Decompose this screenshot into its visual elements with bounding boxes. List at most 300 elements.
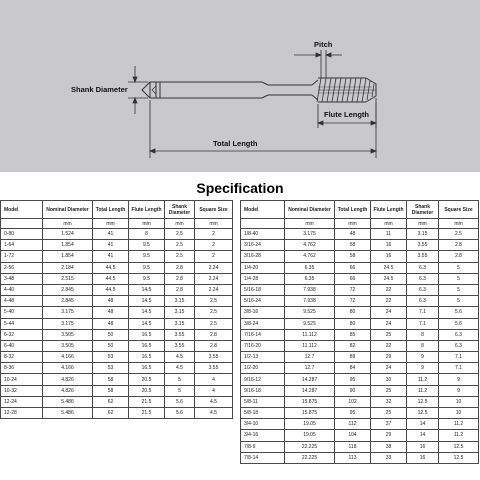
unit-cell: mm <box>371 219 407 229</box>
value-cell: 9.5 <box>129 251 165 262</box>
value-cell: 41 <box>93 251 129 262</box>
value-cell: 5 <box>439 262 479 273</box>
shank-diameter-label: Shank Diameter <box>71 85 128 94</box>
pitch-label: Pitch <box>314 40 333 49</box>
model-cell: 10-32 <box>1 385 43 396</box>
table-row <box>1 307 233 318</box>
value-cell: 2.5 <box>439 229 479 240</box>
value-cell: 9 <box>407 352 439 363</box>
value-cell: 1.524 <box>43 229 93 240</box>
value-cell: 11.112 <box>285 340 335 351</box>
model-cell: 6-40 <box>1 340 43 351</box>
value-cell: 3.505 <box>43 329 93 340</box>
value-cell: 22 <box>371 340 407 351</box>
table-row <box>1 273 233 284</box>
value-cell: 53 <box>93 352 129 363</box>
value-cell: 29 <box>371 352 407 363</box>
value-cell: 38 <box>371 441 407 452</box>
value-cell: 72 <box>335 284 371 295</box>
value-cell: 2.5 <box>195 296 233 307</box>
value-cell: 113 <box>335 452 371 463</box>
value-cell: 58 <box>93 385 129 396</box>
value-cell: 2.8 <box>439 240 479 251</box>
value-cell: 12.5 <box>407 408 439 419</box>
value-cell: 9.5 <box>129 273 165 284</box>
value-cell: 14.5 <box>129 284 165 295</box>
model-cell: 5-44 <box>1 318 43 329</box>
value-cell: 32 <box>371 396 407 407</box>
unit-cell <box>1 219 43 229</box>
shank-diameter-dimension <box>128 66 148 114</box>
value-cell: 21.5 <box>129 396 165 407</box>
value-cell: 7.938 <box>285 296 335 307</box>
value-cell: 5 <box>439 273 479 284</box>
table-row <box>1 296 233 307</box>
table-row <box>241 262 479 273</box>
table-row <box>1 329 233 340</box>
model-cell: 5/8-18 <box>241 408 285 419</box>
model-cell: 5/16-24 <box>241 296 285 307</box>
table-row <box>241 374 479 385</box>
value-cell: 4.166 <box>43 352 93 363</box>
value-cell: 3.55 <box>407 240 439 251</box>
value-cell: 3.175 <box>43 307 93 318</box>
value-cell: 5.486 <box>43 408 93 419</box>
value-cell: 11.112 <box>285 329 335 340</box>
column-header: Square Size <box>195 201 233 219</box>
model-cell: 3/4-10 <box>241 419 285 430</box>
table-row <box>241 329 479 340</box>
value-cell: 6.3 <box>407 284 439 295</box>
unit-cell: mm <box>439 219 479 229</box>
value-cell: 24 <box>371 318 407 329</box>
value-cell: 7.1 <box>407 307 439 318</box>
pitch-dimension <box>294 50 342 78</box>
model-cell: 5-40 <box>1 307 43 318</box>
value-cell: 2.845 <box>43 296 93 307</box>
value-cell: 3.15 <box>407 229 439 240</box>
value-cell: 12.5 <box>407 396 439 407</box>
value-cell: 16 <box>371 251 407 262</box>
table-row <box>241 273 479 284</box>
model-cell: 2-56 <box>1 262 43 273</box>
value-cell: 6.35 <box>285 262 335 273</box>
model-cell: 4-40 <box>1 284 43 295</box>
value-cell: 5 <box>439 284 479 295</box>
table-row <box>241 363 479 374</box>
value-cell: 3.175 <box>43 318 93 329</box>
value-cell: 5 <box>165 374 195 385</box>
value-cell: 6.3 <box>407 262 439 273</box>
value-cell: 3.55 <box>407 251 439 262</box>
table-row <box>1 240 233 251</box>
column-header: Nominal Diameter <box>285 201 335 219</box>
table-row <box>241 396 479 407</box>
unit-cell: mm <box>43 219 93 229</box>
value-cell: 44.5 <box>93 284 129 295</box>
value-cell: 58 <box>335 251 371 262</box>
table-row <box>1 251 233 262</box>
value-cell: 10 <box>439 408 479 419</box>
value-cell: 3.15 <box>165 307 195 318</box>
value-cell: 4.762 <box>285 251 335 262</box>
value-cell: 20.5 <box>129 374 165 385</box>
value-cell: 102 <box>335 396 371 407</box>
value-cell: 4.762 <box>285 240 335 251</box>
value-cell: 6.35 <box>285 273 335 284</box>
table-row <box>1 352 233 363</box>
model-cell: 3-48 <box>1 273 43 284</box>
value-cell: 2 <box>195 251 233 262</box>
model-cell: 5/8-11 <box>241 396 285 407</box>
value-cell: 21.5 <box>129 408 165 419</box>
value-cell: 2.5 <box>165 229 195 240</box>
model-cell: 9/16-12 <box>241 374 285 385</box>
value-cell: 25 <box>371 408 407 419</box>
table-row <box>1 374 233 385</box>
value-cell: 24 <box>371 307 407 318</box>
table-row <box>1 229 233 240</box>
value-cell: 10 <box>439 396 479 407</box>
spec-table-right <box>240 200 479 464</box>
table-row <box>241 284 479 295</box>
value-cell: 2.24 <box>195 273 233 284</box>
value-cell: 2.5 <box>195 307 233 318</box>
value-cell: 11.2 <box>407 374 439 385</box>
value-cell: 22 <box>371 296 407 307</box>
value-cell: 58 <box>335 240 371 251</box>
value-cell: 24.5 <box>371 262 407 273</box>
model-cell: 3/16-24 <box>241 240 285 251</box>
table-row <box>241 251 479 262</box>
model-cell: 12-28 <box>1 408 43 419</box>
value-cell: 12.5 <box>439 441 479 452</box>
value-cell: 41 <box>93 229 129 240</box>
model-cell: 0-80 <box>1 229 43 240</box>
column-header: Total Length <box>335 201 371 219</box>
value-cell: 9 <box>407 363 439 374</box>
value-cell: 8 <box>407 340 439 351</box>
table-header-row <box>1 201 233 219</box>
value-cell: 16 <box>407 452 439 463</box>
value-cell: 16.5 <box>129 329 165 340</box>
value-cell: 2 <box>195 229 233 240</box>
unit-cell <box>241 219 285 229</box>
table-row <box>241 408 479 419</box>
value-cell: 4 <box>195 385 233 396</box>
column-header: Flute Length <box>371 201 407 219</box>
value-cell: 53 <box>93 363 129 374</box>
table-row <box>241 452 479 463</box>
unit-cell: mm <box>165 219 195 229</box>
unit-cell: mm <box>285 219 335 229</box>
value-cell: 6.3 <box>439 340 479 351</box>
value-cell: 8 <box>129 229 165 240</box>
table-row <box>1 385 233 396</box>
value-cell: 19.05 <box>285 419 335 430</box>
column-header: Total Length <box>93 201 129 219</box>
value-cell: 6.3 <box>407 296 439 307</box>
unit-cell: mm <box>129 219 165 229</box>
value-cell: 4.5 <box>195 408 233 419</box>
value-cell: 7.1 <box>439 363 479 374</box>
value-cell: 24 <box>371 363 407 374</box>
value-cell: 5 <box>439 296 479 307</box>
table-row <box>241 307 479 318</box>
value-cell: 4.166 <box>43 363 93 374</box>
value-cell: 12.5 <box>439 452 479 463</box>
value-cell: 2.24 <box>195 284 233 295</box>
value-cell: 58 <box>93 374 129 385</box>
flute-length-label: Flute Length <box>324 110 369 119</box>
value-cell: 118 <box>335 441 371 452</box>
model-cell: 5/16-18 <box>241 284 285 295</box>
total-length-label: Total Length <box>213 139 258 148</box>
value-cell: 7.938 <box>285 284 335 295</box>
value-cell: 2.24 <box>195 262 233 273</box>
value-cell: 3.505 <box>43 340 93 351</box>
value-cell: 50 <box>93 340 129 351</box>
total-length-dimension <box>150 100 376 158</box>
table-row <box>241 419 479 430</box>
value-cell: 33 <box>371 452 407 463</box>
unit-cell: mm <box>407 219 439 229</box>
value-cell: 41 <box>93 240 129 251</box>
table-row <box>241 441 479 452</box>
spec-table-left <box>0 200 233 419</box>
model-cell: 6-32 <box>1 329 43 340</box>
value-cell: 22.225 <box>285 452 335 463</box>
model-cell: 3/8-24 <box>241 318 285 329</box>
value-cell: 80 <box>335 318 371 329</box>
value-cell: 16 <box>407 441 439 452</box>
value-cell: 25 <box>371 329 407 340</box>
value-cell: 72 <box>335 296 371 307</box>
column-header: Flute Length <box>129 201 165 219</box>
value-cell: 9.5 <box>129 262 165 273</box>
value-cell: 9 <box>439 374 479 385</box>
value-cell: 2.8 <box>165 262 195 273</box>
unit-cell: mm <box>335 219 371 229</box>
column-header: Nominal Diameter <box>43 201 93 219</box>
value-cell: 1.854 <box>43 240 93 251</box>
value-cell: 95 <box>335 374 371 385</box>
model-cell: 7/16-20 <box>241 340 285 351</box>
table-row <box>241 240 479 251</box>
table-row <box>241 430 479 441</box>
model-cell: 10-24 <box>1 374 43 385</box>
value-cell: 5.6 <box>165 408 195 419</box>
value-cell: 14.287 <box>285 385 335 396</box>
table-row <box>1 284 233 295</box>
value-cell: 22 <box>371 284 407 295</box>
unit-row <box>241 219 479 229</box>
value-cell: 9 <box>439 385 479 396</box>
value-cell: 2.845 <box>43 284 93 295</box>
unit-row <box>1 219 233 229</box>
value-cell: 2.5 <box>165 240 195 251</box>
value-cell: 89 <box>335 352 371 363</box>
value-cell: 6.3 <box>407 273 439 284</box>
table-row <box>1 318 233 329</box>
value-cell: 9.5 <box>129 240 165 251</box>
value-cell: 14.5 <box>129 318 165 329</box>
value-cell: 4.5 <box>165 363 195 374</box>
value-cell: 3.15 <box>165 296 195 307</box>
value-cell: 4.826 <box>43 385 93 396</box>
value-cell: 6.3 <box>439 329 479 340</box>
value-cell: 11.2 <box>439 419 479 430</box>
table-row <box>1 262 233 273</box>
table-row <box>1 408 233 419</box>
value-cell: 16.5 <box>129 340 165 351</box>
value-cell: 3.55 <box>165 340 195 351</box>
value-cell: 2.5 <box>165 251 195 262</box>
value-cell: 3.15 <box>165 318 195 329</box>
value-cell: 24.5 <box>371 273 407 284</box>
value-cell: 11 <box>371 229 407 240</box>
value-cell: 66 <box>335 273 371 284</box>
value-cell: 2.8 <box>195 340 233 351</box>
value-cell: 3.55 <box>195 363 233 374</box>
table-row <box>1 340 233 351</box>
model-cell: 3/8-16 <box>241 307 285 318</box>
value-cell: 25 <box>371 385 407 396</box>
value-cell: 16.5 <box>129 352 165 363</box>
column-header: Model <box>241 201 285 219</box>
value-cell: 19.05 <box>285 430 335 441</box>
value-cell: 62 <box>93 396 129 407</box>
value-cell: 48 <box>335 229 371 240</box>
value-cell: 16.5 <box>129 363 165 374</box>
table-row <box>1 396 233 407</box>
value-cell: 2 <box>195 240 233 251</box>
value-cell: 29 <box>371 430 407 441</box>
value-cell: 2.8 <box>165 284 195 295</box>
value-cell: 15.875 <box>285 408 335 419</box>
value-cell: 11.2 <box>407 385 439 396</box>
model-cell: 8-32 <box>1 352 43 363</box>
value-cell: 4.5 <box>195 396 233 407</box>
value-cell: 16 <box>371 240 407 251</box>
value-cell: 104 <box>335 430 371 441</box>
model-cell: 4-48 <box>1 296 43 307</box>
value-cell: 50 <box>93 329 129 340</box>
column-header: Square Size <box>439 201 479 219</box>
model-cell: 1-64 <box>1 240 43 251</box>
value-cell: 2.8 <box>439 251 479 262</box>
value-cell: 5.6 <box>439 318 479 329</box>
value-cell: 8 <box>407 329 439 340</box>
table-row <box>241 318 479 329</box>
value-cell: 14.5 <box>129 307 165 318</box>
value-cell: 3.175 <box>285 229 335 240</box>
table-row <box>241 352 479 363</box>
value-cell: 80 <box>335 307 371 318</box>
value-cell: 3.55 <box>165 329 195 340</box>
model-cell: 9/16-18 <box>241 385 285 396</box>
value-cell: 82 <box>335 340 371 351</box>
value-cell: 2.8 <box>165 273 195 284</box>
value-cell: 11.2 <box>439 430 479 441</box>
value-cell: 48 <box>93 296 129 307</box>
model-cell: 1/4-28 <box>241 273 285 284</box>
model-cell: 1-72 <box>1 251 43 262</box>
value-cell: 44.5 <box>93 262 129 273</box>
value-cell: 14.287 <box>285 374 335 385</box>
spec-title: Specification <box>196 180 284 196</box>
value-cell: 14 <box>407 419 439 430</box>
value-cell: 37 <box>371 419 407 430</box>
value-cell: 14 <box>407 430 439 441</box>
table-row <box>241 340 479 351</box>
value-cell: 5 <box>165 385 195 396</box>
value-cell: 2.515 <box>43 273 93 284</box>
value-cell: 112 <box>335 419 371 430</box>
column-header: Shank Diameter <box>407 201 439 219</box>
value-cell: 4.5 <box>165 352 195 363</box>
model-cell: 3/16-28 <box>241 251 285 262</box>
value-cell: 4 <box>195 374 233 385</box>
value-cell: 2.184 <box>43 262 93 273</box>
model-cell: 7/16-14 <box>241 329 285 340</box>
model-cell: 3/4-16 <box>241 430 285 441</box>
table-row <box>241 229 479 240</box>
value-cell: 7.1 <box>407 318 439 329</box>
table-row <box>1 363 233 374</box>
value-cell: 15.875 <box>285 396 335 407</box>
value-cell: 7.1 <box>439 352 479 363</box>
model-cell: 7/8-9 <box>241 441 285 452</box>
table-row <box>241 296 479 307</box>
model-cell: 1/8-40 <box>241 229 285 240</box>
value-cell: 66 <box>335 262 371 273</box>
value-cell: 84 <box>335 363 371 374</box>
value-cell: 5.486 <box>43 396 93 407</box>
value-cell: 3.55 <box>195 352 233 363</box>
tap-body <box>142 78 376 102</box>
model-cell: 1/2-20 <box>241 363 285 374</box>
value-cell: 22.225 <box>285 441 335 452</box>
model-cell: 8-36 <box>1 363 43 374</box>
column-header: Model <box>1 201 43 219</box>
table-header-row <box>241 201 479 219</box>
value-cell: 62 <box>93 408 129 419</box>
table-row <box>241 385 479 396</box>
unit-cell: mm <box>93 219 129 229</box>
tap-diagram <box>0 0 480 172</box>
unit-cell: mm <box>195 219 233 229</box>
value-cell: 48 <box>93 318 129 329</box>
value-cell: 12.7 <box>285 352 335 363</box>
value-cell: 44.5 <box>93 273 129 284</box>
value-cell: 12.7 <box>285 363 335 374</box>
value-cell: 9.525 <box>285 318 335 329</box>
value-cell: 5.6 <box>165 396 195 407</box>
column-header: Shank Diameter <box>165 201 195 219</box>
model-cell: 12-24 <box>1 396 43 407</box>
value-cell: 14.5 <box>129 296 165 307</box>
model-cell: 7/8-14 <box>241 452 285 463</box>
value-cell: 2.8 <box>195 329 233 340</box>
model-cell: 1/2-13 <box>241 352 285 363</box>
value-cell: 30 <box>371 374 407 385</box>
value-cell: 48 <box>93 307 129 318</box>
value-cell: 85 <box>335 329 371 340</box>
value-cell: 4.826 <box>43 374 93 385</box>
model-cell: 1/4-20 <box>241 262 285 273</box>
value-cell: 5.6 <box>439 307 479 318</box>
